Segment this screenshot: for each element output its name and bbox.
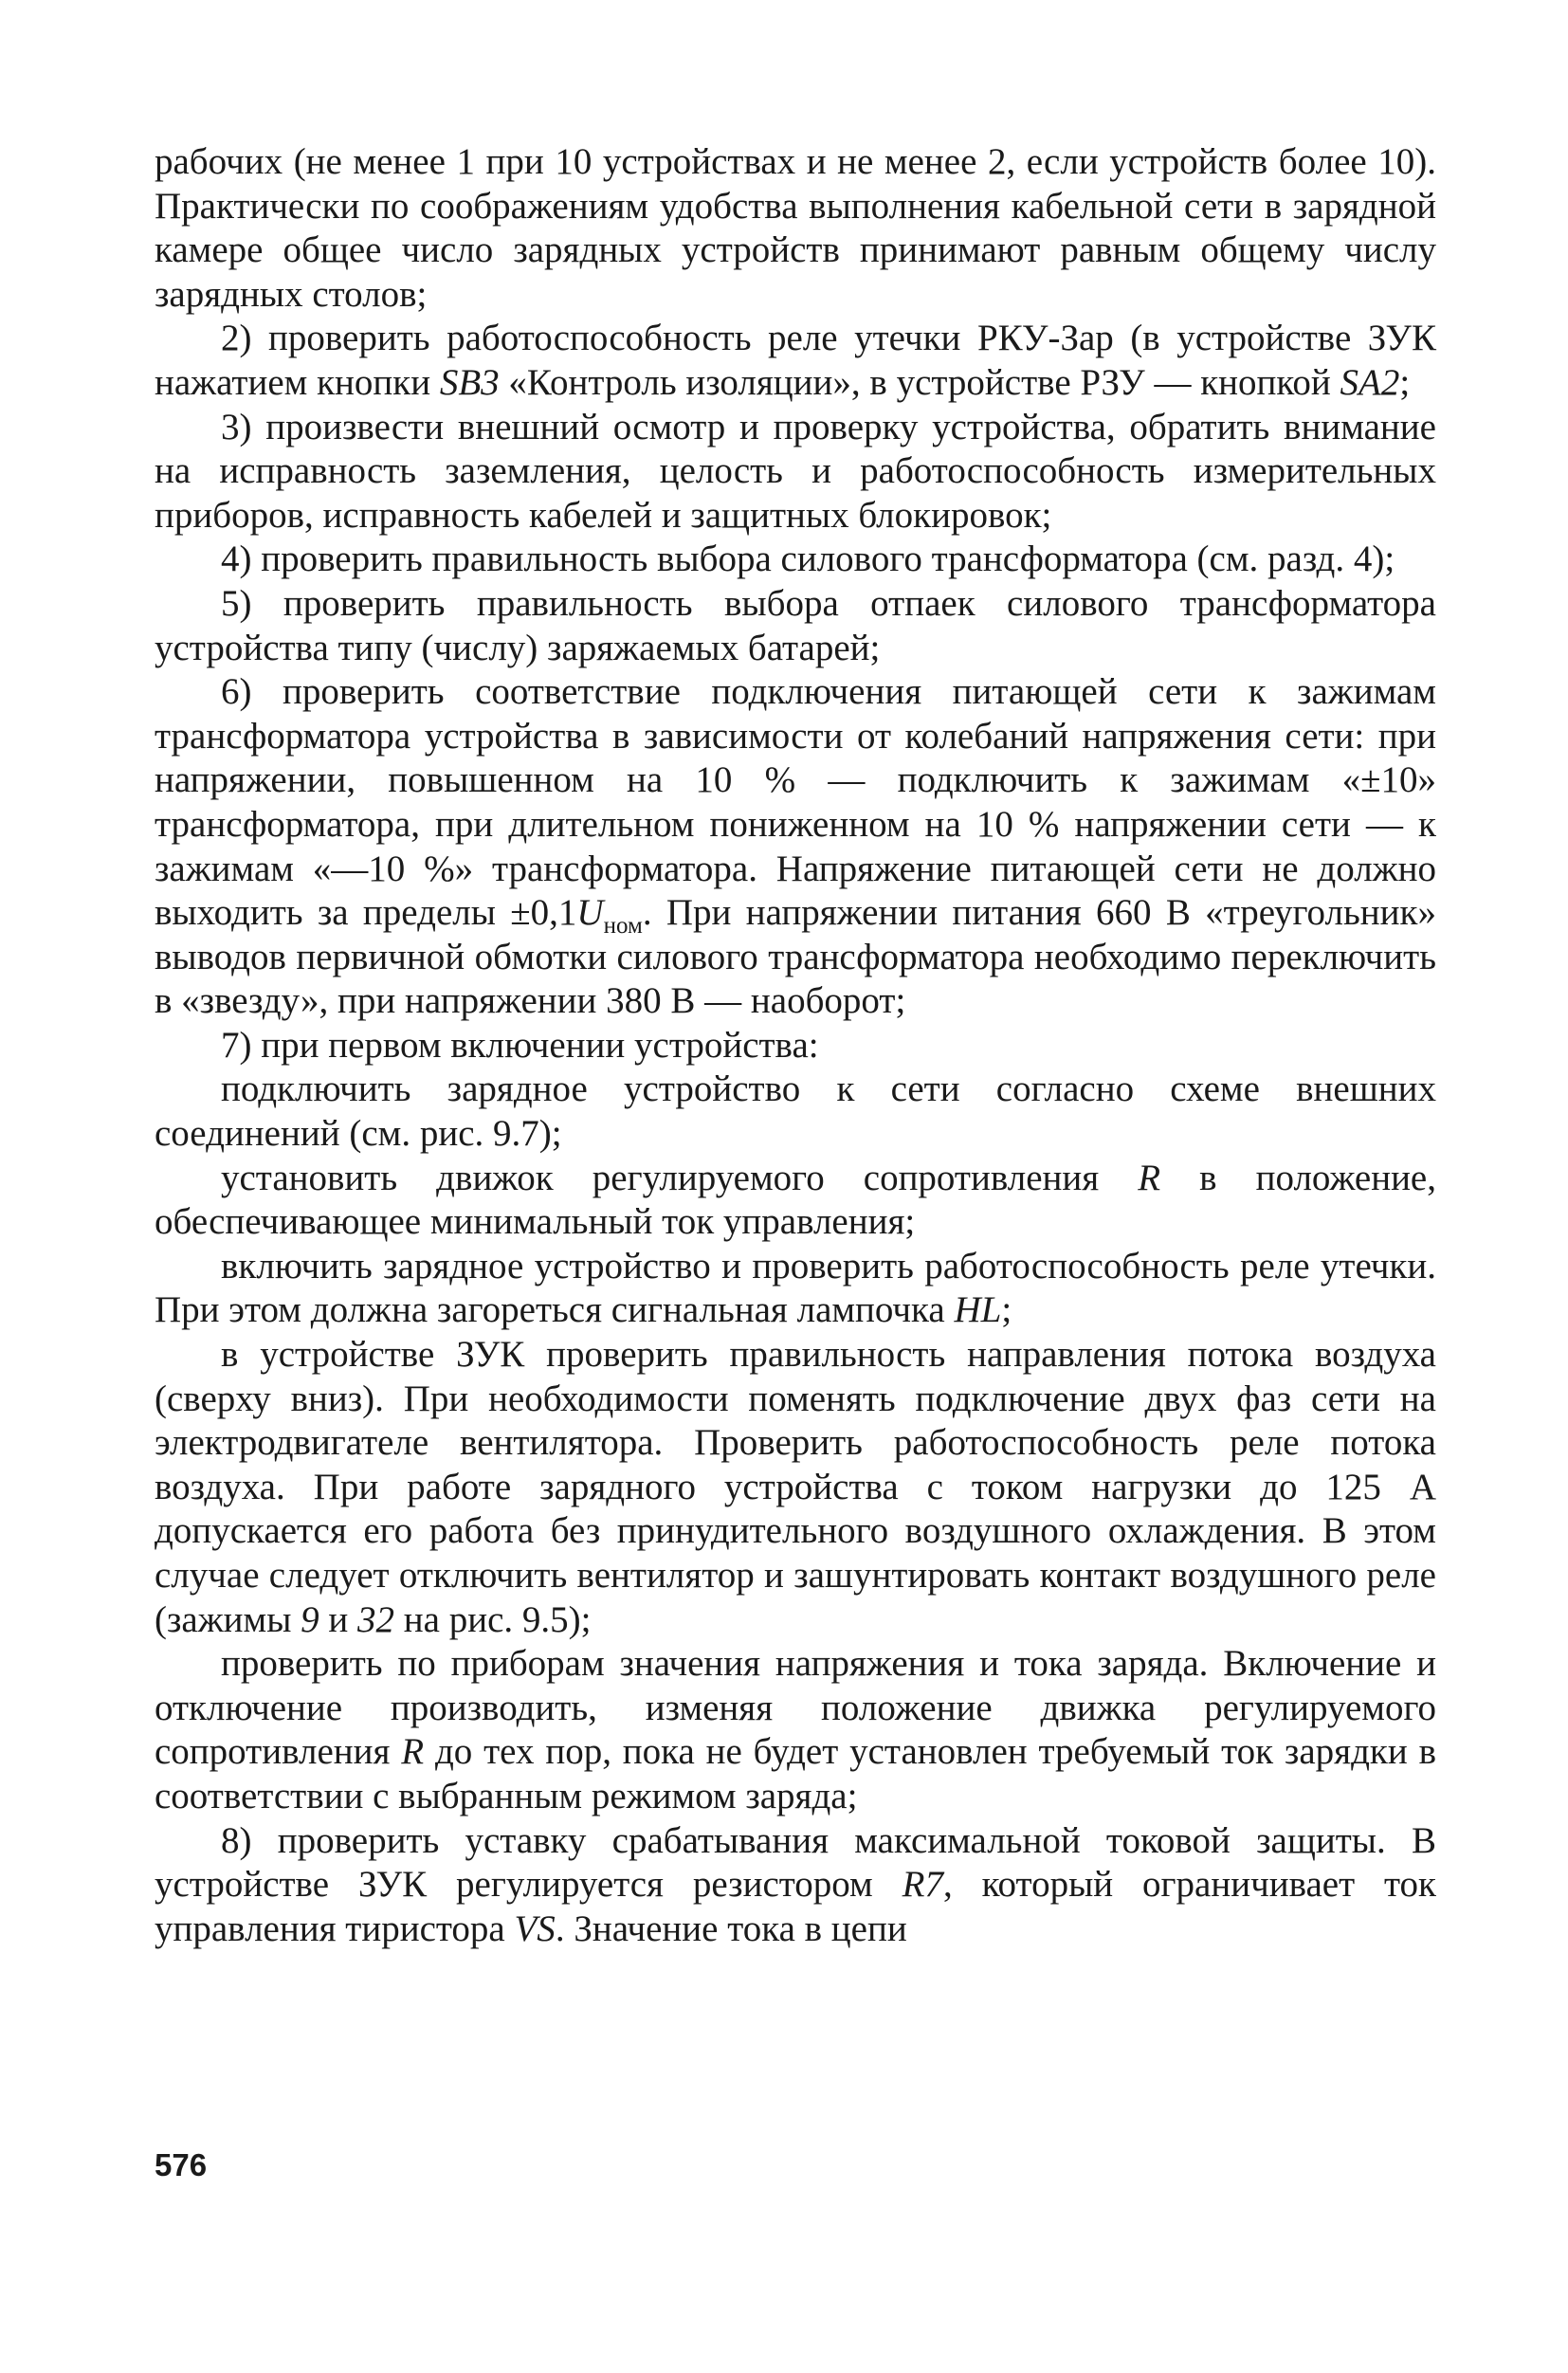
italic-symbol: R7	[902, 1864, 943, 1906]
subscript-text: ном	[603, 912, 643, 939]
text-fragment: в положение, обеспечивающее минимальный ток управления;	[155, 1157, 1436, 1243]
text-fragment: , который ограничивает ток управления тиристора	[155, 1864, 1436, 1949]
paragraph-item-2	[155, 317, 1436, 405]
text-fragment: установить движок регулируемого сопротивления	[221, 1157, 1139, 1198]
text-fragment: . При напряжении питания 660 В «треугольник» выводов первичной обмотки силового трансформатора необходимо переключить в «звезду», при напряжении 380 В — наоборот;	[155, 892, 1436, 1022]
paragraph-subitem-leak-relay	[155, 1245, 1436, 1333]
paragraph-item-3	[155, 406, 1436, 538]
text-fragment: 5) проверить правильность выбора отпаек силового трансформатора устройства типу (числу) заряжаемых батарей;	[155, 582, 1436, 668]
text-fragment: ;	[1399, 361, 1411, 403]
text-fragment: 2) проверить работоспособность реле утечки РКУ-Зар (в устройстве ЗУК нажатием кнопки	[155, 318, 1436, 403]
text-fragment: включить зарядное устройство и проверить работоспособность реле утечки. При этом должна загореться сигнальная лампочка	[155, 1245, 1436, 1331]
paragraph-subitem-check-instruments	[155, 1642, 1436, 1818]
paragraph-continuation	[155, 140, 1436, 317]
italic-symbol: U	[576, 892, 604, 934]
text-fragment: и	[319, 1598, 358, 1640]
text-fragment: подключить зарядное устройство к сети согласно схеме внешних соединений (см. рис. 9.7);	[155, 1068, 1436, 1155]
text-fragment: «Контроль изоляции», в устройстве РЗУ — кнопкой	[499, 361, 1340, 403]
page-number: 576	[155, 2147, 208, 2182]
italic-symbol: HL	[954, 1289, 1002, 1331]
text-fragment: 8) проверить уставку срабатывания максимальной токовой защиты. В устройстве ЗУК регулируется резистором	[155, 1819, 1436, 1906]
paragraph-item-8	[155, 1819, 1436, 1952]
italic-symbol: 9	[301, 1598, 319, 1640]
text-fragment: до тех пор, пока не будет установлен требуемый ток зарядки в соответствии с выбранным режимом заряда;	[155, 1731, 1436, 1816]
paragraph-item-7	[155, 1024, 1436, 1068]
text-fragment: рабочих (не менее 1 при 10 устройствах и не менее 2, если устройств более 10). Практически по соображениям удобства выполнения кабельной сети в зарядной камере общее число зарядных устройств принимают равным общему числу зарядных столов;	[155, 141, 1436, 315]
text-fragment: 7) при первом включении устройства:	[221, 1024, 819, 1066]
paragraph-subitem-airflow	[155, 1333, 1436, 1642]
italic-symbol: SA2	[1340, 361, 1400, 403]
text-fragment: ;	[1001, 1289, 1012, 1331]
text-fragment: проверить по приборам значения напряжения и тока заряда. Включение и отключение производить, изменяя положение движка регулируемого сопротивления	[155, 1643, 1436, 1773]
italic-symbol: R	[1138, 1157, 1161, 1198]
italic-symbol: VS	[514, 1908, 556, 1949]
paragraph-item-4	[155, 538, 1436, 582]
page-body	[155, 140, 1436, 1951]
italic-symbol: SB3	[439, 361, 500, 403]
text-fragment: 3) произвести внешний осмотр и проверку устройства, обратить внимание на исправность заземления, целость и работоспособность измерительных приборов, исправность кабелей и защитных блокировок;	[155, 406, 1436, 536]
paragraph-subitem-resistor	[155, 1157, 1436, 1245]
text-fragment: 6) проверить соответствие подключения питающей сети к зажимам трансформатора устройства в зависимости от колебаний напряжения сети: при напряжении, повышенном на 10 % — подключить к зажимам «±10» трансформатора, при длительном пониженном на 10 % напряжении сети — к зажимам «—10 %» трансформатора. Напряжение питающей сети не должно выходить за пределы ±0,1	[155, 671, 1436, 934]
text-fragment: . Значение тока в цепи	[555, 1908, 907, 1949]
paragraph-subitem-connect	[155, 1068, 1436, 1156]
text-fragment: 4) проверить правильность выбора силового трансформатора (см. разд. 4);	[221, 538, 1395, 580]
paragraph-item-5	[155, 582, 1436, 670]
paragraph-item-6	[155, 670, 1436, 1024]
text-fragment: в устройстве ЗУК проверить правильность направления потока воздуха (сверху вниз). При необходимости поменять подключение двух фаз сети на электродвигателе вентилятора. Проверить работоспособность реле потока воздуха. При работе зарядного устройства с током нагрузки до 125 А допускается его работа без принудительного воздушного охлаждения. В этом случае следует отключить вентилятор и зашунтировать контакт воздушного реле (зажимы	[155, 1334, 1436, 1640]
text-fragment: на рис. 9.5);	[394, 1598, 592, 1640]
italic-symbol: R	[401, 1731, 425, 1773]
italic-symbol: 32	[357, 1598, 395, 1640]
